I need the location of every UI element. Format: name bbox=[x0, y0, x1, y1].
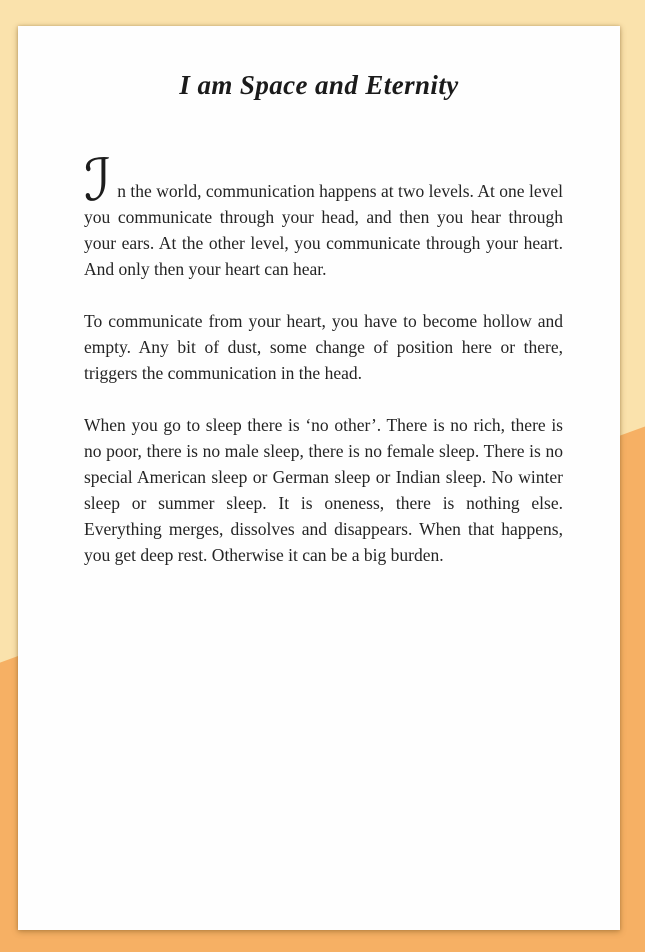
paragraph: To communicate from your heart, you have to become hollow and empty. Any bit of dust, some change of position here or there, triggers the communication in the head. bbox=[84, 311, 563, 383]
drop-cap-letter-I: ℐ bbox=[84, 146, 112, 214]
chapter-title: I am Space and Eternity bbox=[179, 70, 459, 100]
paragraph-text: n the world, communication happens at two levels. At one level you communicate through your head, and then you hear through your ears. At the other level, you communicate through your heart. And only then your heart can hear. bbox=[84, 181, 563, 279]
opening-paragraph bbox=[84, 146, 563, 282]
chapter-body bbox=[18, 146, 620, 568]
paragraph: When you go to sleep there is ‘no other’. There is no rich, there is no poor, there is no male sleep, there is no female sleep. There is no special American sleep or German sleep or Indian sleep. No winter sleep or summer sleep. It is oneness, there is nothing else. Everything merges, dissolves and disappears. When that happens, you get deep rest. Otherwise it can be a big burden. bbox=[84, 415, 563, 565]
book-page bbox=[18, 26, 620, 930]
